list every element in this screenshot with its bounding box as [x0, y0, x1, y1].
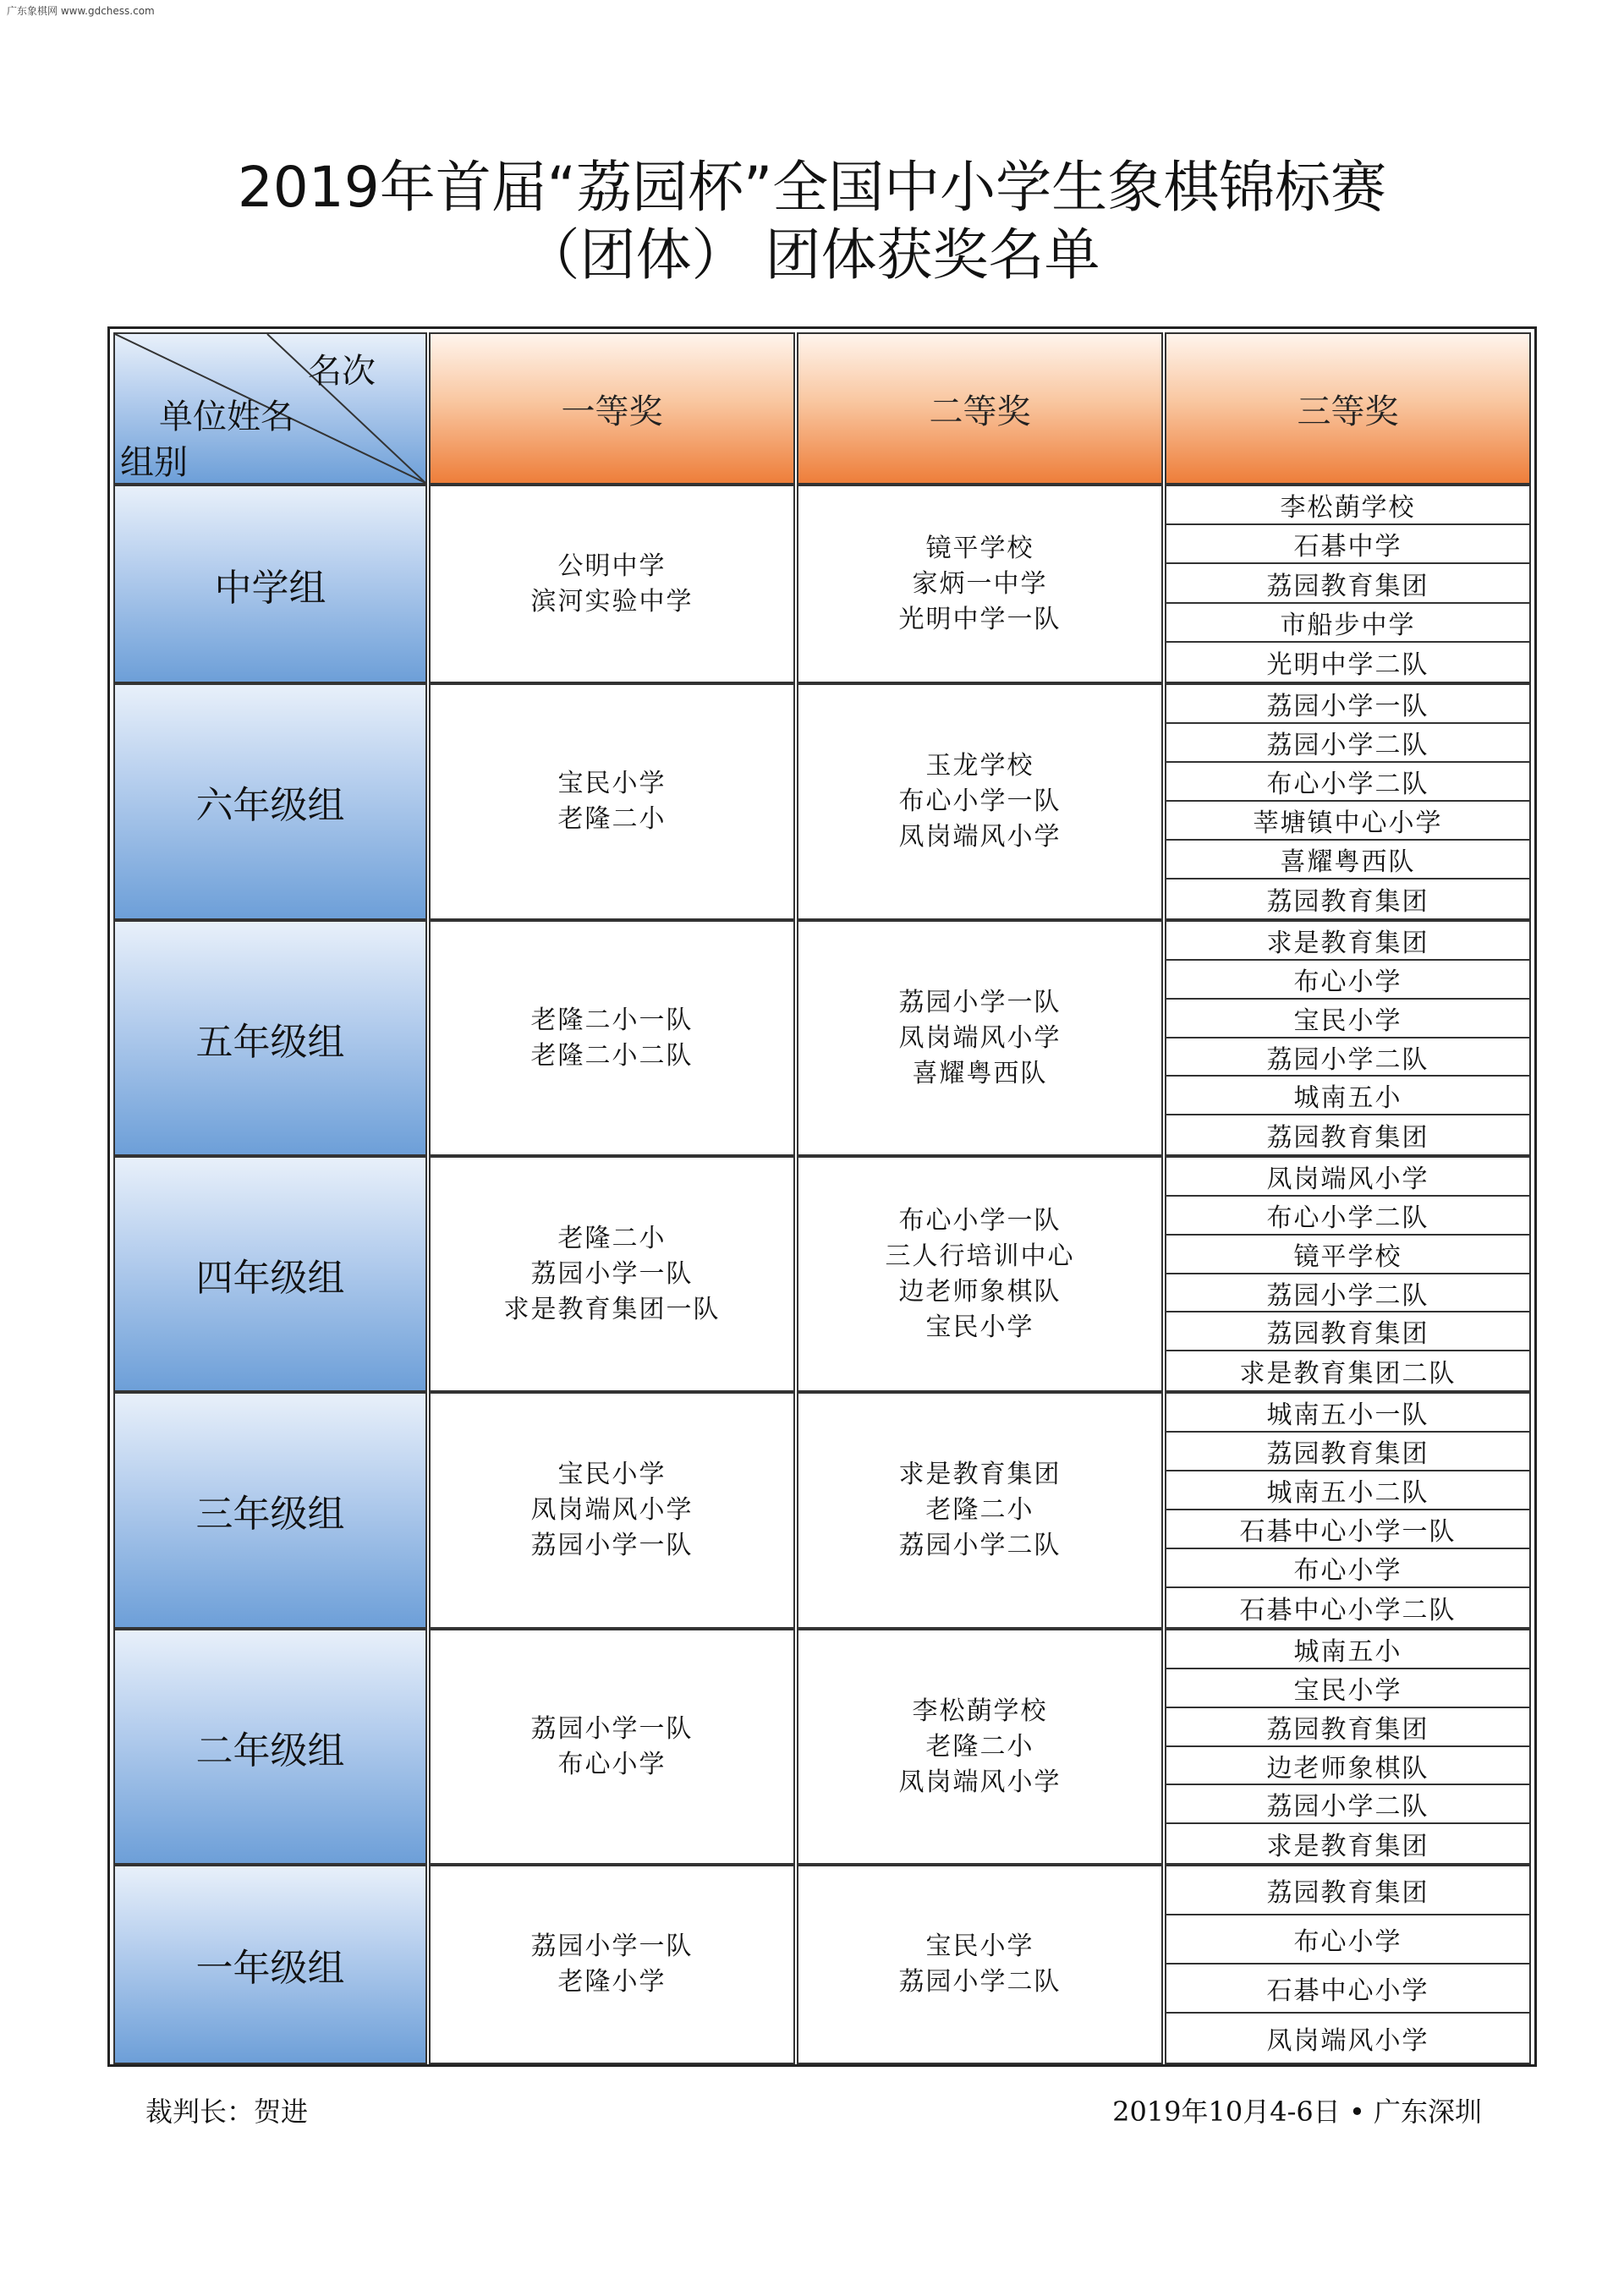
corner-rank-label: 名次: [308, 352, 376, 391]
header-third-prize: 三等奖: [1165, 332, 1531, 485]
third-prize-winner: 布心小学: [1166, 1915, 1529, 1964]
third-prize-winner: 荔园小学二队: [1166, 1274, 1529, 1312]
second-prize-winner: 凤岗端风小学: [898, 1022, 1062, 1053]
third-prize-winner: 宝民小学: [1166, 1669, 1529, 1708]
first-prize-cell: [429, 920, 795, 1156]
third-prize-winner: 石碁中学: [1166, 525, 1529, 564]
third-prize-winner: 布心小学: [1166, 1549, 1529, 1588]
second-prize-winner: 求是教育集团: [898, 1460, 1062, 1489]
third-prize-winner: 布心小学: [1166, 961, 1529, 1000]
second-prize-winner: 布心小学一队: [898, 786, 1062, 816]
second-prize-winner: 荔园小学二队: [898, 1967, 1062, 1997]
second-prize-winner: 凤岗端风小学: [898, 822, 1062, 852]
third-prize-winner: 喜耀粤西队: [1166, 841, 1529, 879]
second-prize-cell: [797, 1629, 1163, 1865]
third-prize-winner: 荔园教育集团: [1166, 1312, 1529, 1351]
first-prize-winner: 老隆二小一队: [530, 1005, 694, 1035]
second-prize-winner: 边老师象棋队: [898, 1276, 1062, 1307]
third-prize-cell: [1165, 1392, 1531, 1629]
page-title: 2019年首届“荔园杯”全国中小学生象棋锦标赛: [237, 155, 1387, 220]
first-prize-winner: 滨河实验中学: [530, 586, 694, 616]
second-prize-winner: 荔园小学一队: [898, 987, 1062, 1017]
third-prize-winner: 石碁中心小学: [1166, 1964, 1529, 2014]
group-name-cell: 中学组: [113, 485, 427, 683]
first-prize-winner: 凤岗端风小学: [530, 1495, 694, 1525]
first-prize-cell: [429, 683, 795, 920]
second-prize-winner: 光明中学一队: [898, 604, 1062, 634]
second-prize-winner: 镜平学校: [925, 533, 1034, 563]
second-prize-cell: [797, 1865, 1163, 2064]
third-prize-cell: [1165, 683, 1531, 920]
first-prize-winner: 荔园小学一队: [530, 1932, 694, 1961]
first-prize-winner: 荔园小学一队: [530, 1713, 694, 1744]
second-prize-winner: 玉龙学校: [925, 751, 1034, 781]
second-prize-winner: 三人行培训中心: [885, 1241, 1075, 1271]
first-prize-winner: 老隆二小: [557, 804, 667, 834]
second-prize-winner: 家炳一中学: [912, 568, 1048, 599]
third-prize-winner: 荔园小学二队: [1166, 1038, 1529, 1077]
corner-group-label: 组别: [120, 443, 188, 482]
first-prize-cell: [429, 1392, 795, 1629]
second-prize-cell: [797, 920, 1163, 1156]
third-prize-winner: 李松蓢学校: [1166, 486, 1529, 525]
first-prize-cell: [429, 1629, 795, 1865]
third-prize-winner: 荔园教育集团: [1266, 887, 1429, 917]
third-prize-cell: [1165, 1629, 1531, 1865]
third-prize-winner: 镜平学校: [1166, 1236, 1529, 1274]
third-prize-winner: 求是教育集团: [1166, 922, 1529, 961]
third-prize-winner: 城南五小二队: [1166, 1471, 1529, 1510]
corner-unit-label: 单位姓名: [159, 397, 294, 436]
second-prize-winner: 宝民小学: [925, 1932, 1034, 1961]
group-name-cell: 六年级组: [113, 683, 427, 920]
group-name-cell: 二年级组: [113, 1629, 427, 1865]
third-prize-winner: 求是教育集团二队: [1239, 1359, 1457, 1389]
group-name-cell: 一年级组: [113, 1865, 427, 2064]
third-prize-winner: 布心小学二队: [1166, 763, 1529, 802]
watermark: 广东象棋网 www.gdchess.com: [7, 5, 155, 17]
first-prize-winner: 求是教育集团一队: [503, 1294, 721, 1324]
second-prize-winner: 老隆二小: [925, 1495, 1034, 1525]
award-table: [107, 326, 1537, 2067]
first-prize-winner: 宝民小学: [557, 1460, 667, 1489]
third-prize-winner: 荔园小学二队: [1166, 1785, 1529, 1824]
first-prize-cell: [429, 485, 795, 683]
third-prize-winner: 城南五小一队: [1166, 1394, 1529, 1433]
third-prize-winner: 荔园教育集团: [1166, 1866, 1529, 1915]
header-corner: [113, 332, 427, 485]
group-name-cell: 三年级组: [113, 1392, 427, 1629]
first-prize-winner: 老隆二小: [557, 1223, 667, 1253]
third-prize-winner: 莘塘镇中心小学: [1166, 802, 1529, 841]
second-prize-winner: 荔园小学二队: [898, 1531, 1062, 1560]
second-prize-cell: [797, 1392, 1163, 1629]
date-place: 2019年10月4-6日 • 广东深圳: [1112, 2096, 1482, 2128]
third-prize-winner: 光明中学二队: [1266, 650, 1429, 680]
third-prize-winner: 凤岗端风小学: [1166, 1158, 1529, 1197]
first-prize-cell: [429, 1156, 795, 1392]
third-prize-cell: [1165, 485, 1531, 683]
third-prize-winner: 凤岗端风小学: [1266, 2026, 1429, 2056]
second-prize-winner: 布心小学一队: [898, 1205, 1062, 1236]
third-prize-winner: 石碁中心小学二队: [1239, 1596, 1457, 1625]
second-prize-cell: [797, 1156, 1163, 1392]
third-prize-winner: 求是教育集团: [1266, 1832, 1429, 1861]
page-subtitle: （团体） 团体获奖名单: [524, 222, 1100, 288]
second-prize-winner: 李松蓢学校: [912, 1696, 1048, 1726]
referee-note: 裁判长：贺进: [145, 2096, 309, 2128]
header-second-prize: 二等奖: [797, 332, 1163, 485]
header-first-prize: 一等奖: [429, 332, 795, 485]
first-prize-winner: 公明中学: [557, 551, 667, 581]
second-prize-winner: 喜耀粤西队: [912, 1058, 1048, 1088]
first-prize-cell: [429, 1865, 795, 2064]
third-prize-winner: 边老师象棋队: [1166, 1747, 1529, 1785]
second-prize-winner: 凤岗端风小学: [898, 1767, 1062, 1797]
second-prize-winner: 宝民小学: [925, 1312, 1034, 1342]
third-prize-winner: 市船步中学: [1166, 604, 1529, 643]
third-prize-winner: 石碁中心小学一队: [1166, 1510, 1529, 1549]
third-prize-cell: [1165, 1156, 1531, 1392]
third-prize-winner: 布心小学二队: [1166, 1197, 1529, 1236]
third-prize-winner: 宝民小学: [1166, 1000, 1529, 1038]
first-prize-winner: 宝民小学: [557, 769, 667, 798]
third-prize-winner: 荔园教育集团: [1166, 1708, 1529, 1747]
third-prize-winner: 荔园小学一队: [1166, 685, 1529, 724]
second-prize-cell: [797, 485, 1163, 683]
third-prize-winner: 城南五小: [1166, 1077, 1529, 1115]
third-prize-winner: 荔园教育集团: [1166, 564, 1529, 604]
third-prize-cell: [1165, 920, 1531, 1156]
third-prize-cell: [1165, 1865, 1531, 2064]
first-prize-winner: 荔园小学一队: [530, 1531, 694, 1560]
third-prize-winner: 城南五小: [1166, 1630, 1529, 1669]
third-prize-winner: 荔园教育集团: [1166, 1433, 1529, 1471]
first-prize-winner: 老隆小学: [557, 1967, 667, 1997]
second-prize-winner: 老隆二小: [925, 1731, 1034, 1762]
first-prize-winner: 荔园小学一队: [530, 1258, 694, 1289]
first-prize-winner: 老隆二小二队: [530, 1040, 694, 1071]
third-prize-winner: 荔园教育集团: [1266, 1123, 1429, 1153]
group-name-cell: 五年级组: [113, 920, 427, 1156]
second-prize-cell: [797, 683, 1163, 920]
first-prize-winner: 布心小学: [557, 1749, 667, 1779]
third-prize-winner: 荔园小学二队: [1166, 724, 1529, 763]
group-name-cell: 四年级组: [113, 1156, 427, 1392]
